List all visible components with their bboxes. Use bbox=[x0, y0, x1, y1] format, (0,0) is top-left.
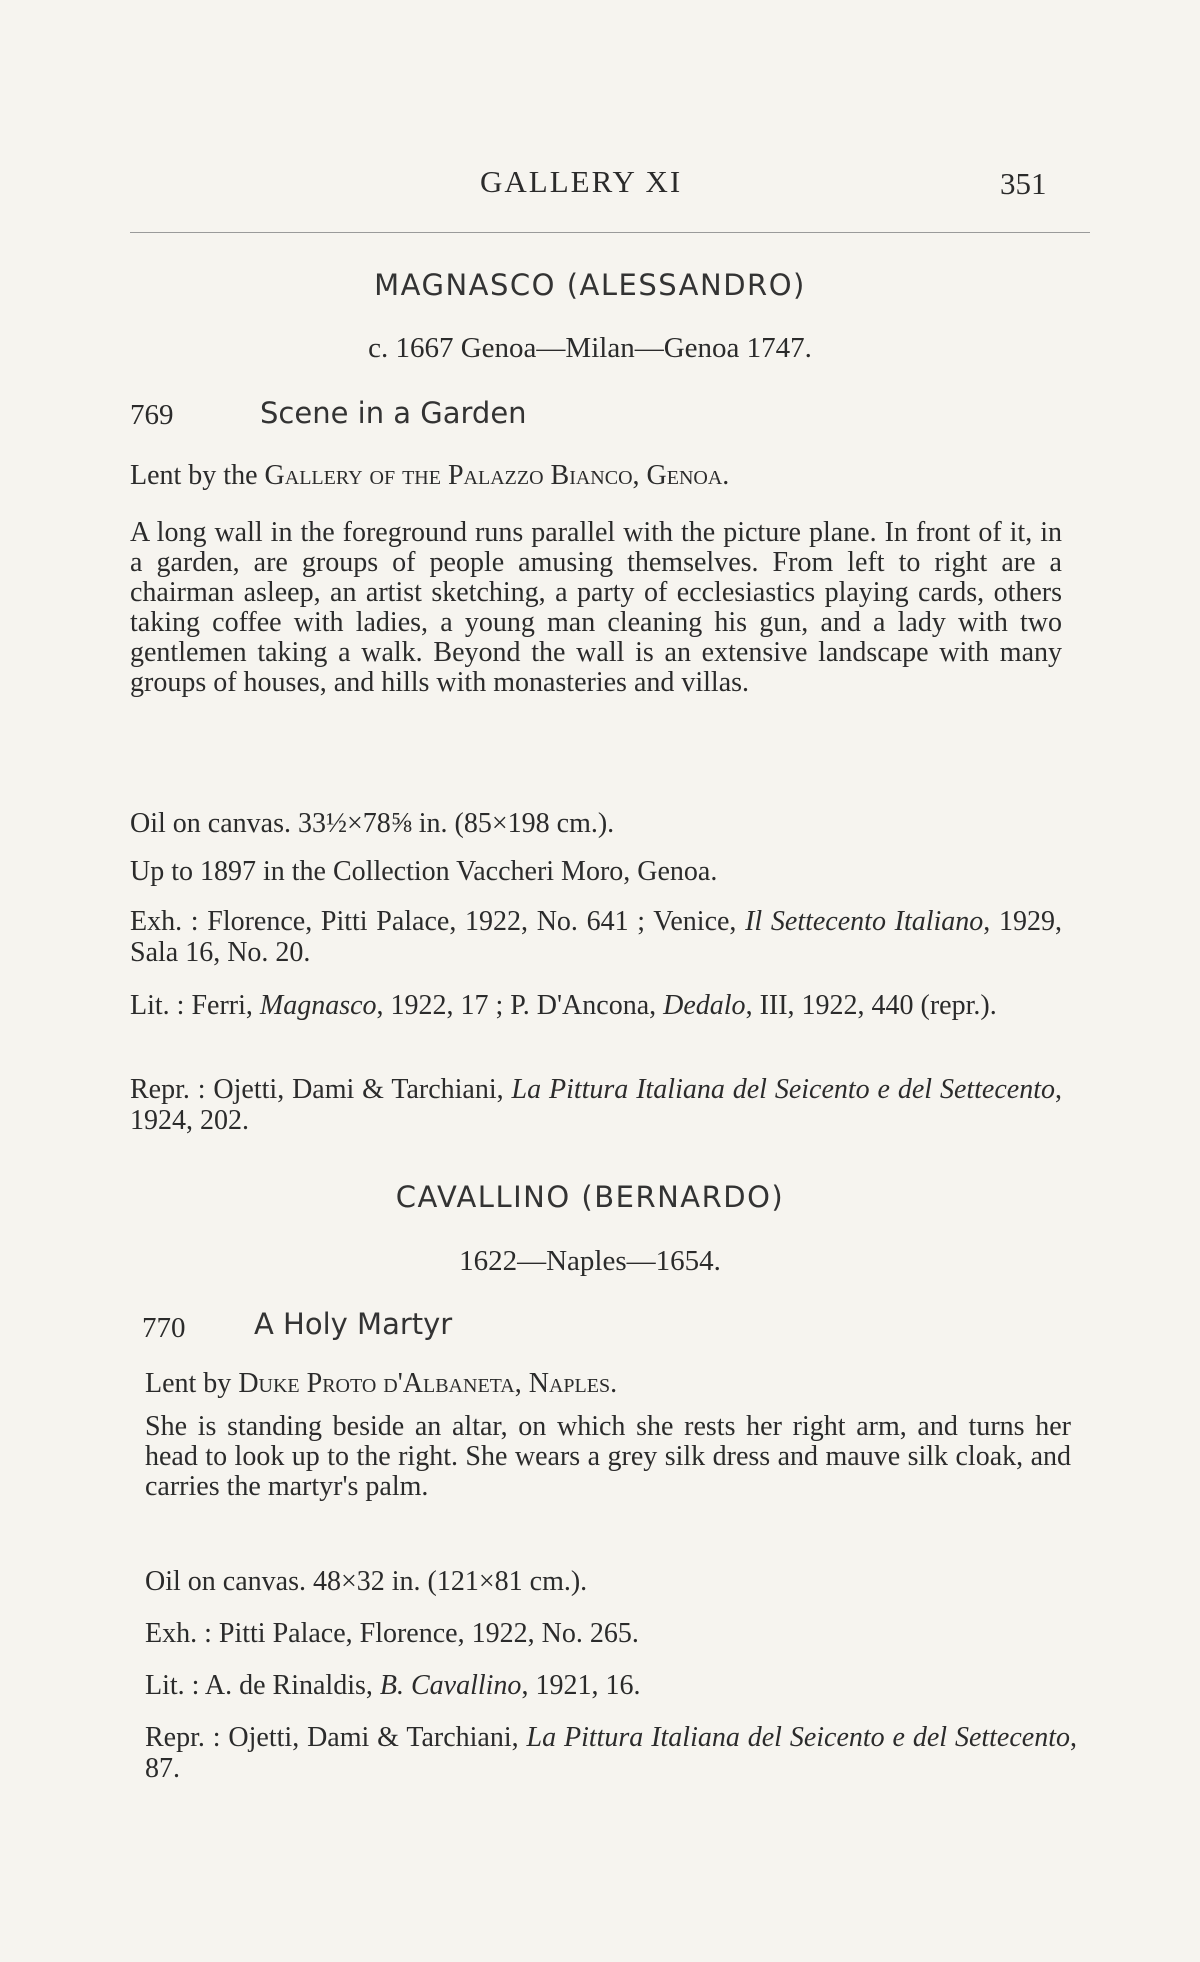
lender-line bbox=[130, 460, 729, 492]
lender-prefix: Lent by the bbox=[130, 460, 265, 491]
artist-heading: MAGNASCO (ALESSANDRO) bbox=[374, 268, 806, 302]
literature-details-2: , III, 1922, 440 (repr.). bbox=[745, 990, 997, 1021]
entry-description: She is standing beside an altar, on which she rests her right arm, and turns her head to look up to the right. She wears a grey silk dress and mauve silk cloak, and carries the martyr's palm. bbox=[145, 1411, 1071, 1502]
lender-name: Duke Proto d'Albaneta, Naples. bbox=[238, 1368, 618, 1399]
reproduction-title: La Pittura Italiana del Seicento e del Settecento bbox=[526, 1722, 1070, 1753]
medium-line: Oil on canvas. 33½×78⅝ in. (85×198 cm.). bbox=[130, 808, 615, 839]
reproduction-text: Repr. : Ojetti, Dami & Tarchiani, bbox=[130, 1074, 512, 1105]
artist-dates: c. 1667 Genoa—Milan—Genoa 1747. bbox=[368, 332, 812, 364]
literature-title: B. Cavallino bbox=[379, 1670, 522, 1701]
reproduction-title: La Pittura Italiana del Seicento e del Settecento bbox=[511, 1074, 1055, 1105]
header-rule bbox=[130, 232, 1090, 233]
entry-number: 770 bbox=[142, 1312, 186, 1344]
literature-details: , 1921, 16. bbox=[521, 1670, 641, 1701]
literature-journal: Dedalo bbox=[663, 990, 746, 1021]
artist-dates: 1622—Naples—1654. bbox=[459, 1245, 721, 1277]
literature-title: Magnasco bbox=[259, 990, 377, 1021]
exhibition-line: Exh. : Pitti Palace, Florence, 1922, No. 265. bbox=[145, 1618, 639, 1649]
reproduction-details: , 1924, 202. bbox=[130, 1074, 1062, 1136]
literature-text: Lit. : Ferri, bbox=[130, 990, 260, 1021]
reproduction-line bbox=[130, 1074, 1062, 1136]
running-title: GALLERY XI bbox=[480, 164, 683, 199]
literature-line bbox=[145, 1670, 640, 1702]
entry-number: 769 bbox=[130, 399, 174, 431]
literature-text: Lit. : A. de Rinaldis, bbox=[145, 1670, 380, 1701]
literature-line bbox=[130, 990, 1062, 1021]
reproduction-details: , 87. bbox=[145, 1722, 1077, 1784]
lender-line bbox=[145, 1368, 617, 1400]
entry-description: A long wall in the foreground runs parallel with the picture plane. In front of it, in a garden, are groups of people amusing themselves. From left to right are a chairman asleep, an artist sketching, a party of ecclesiastics playing cards, others taking coffee with ladies, a young man cleaning his gun, and a lady with two gentlemen taking a walk. Beyond the wall is an extensive landscape with many groups of houses, and hills with monasteries and villas. bbox=[130, 517, 1062, 698]
lender-prefix: Lent by bbox=[145, 1368, 239, 1399]
exhibition-text: Exh. : Florence, Pitti Palace, 1922, No. 641 ; Venice, bbox=[130, 906, 746, 937]
exhibition-details: , 1929, Sala 16, No. 20. bbox=[130, 906, 1062, 968]
exhibition-line bbox=[130, 906, 1062, 968]
entry-title: Scene in a Garden bbox=[260, 396, 527, 430]
reproduction-text: Repr. : Ojetti, Dami & Tarchiani, bbox=[145, 1722, 527, 1753]
artist-heading: CAVALLINO (BERNARDO) bbox=[395, 1180, 785, 1214]
entry-title: A Holy Martyr bbox=[254, 1307, 453, 1341]
exhibition-title: Il Settecento Italiano bbox=[745, 906, 984, 937]
page-number: 351 bbox=[1000, 166, 1047, 201]
lender-name: Gallery of the Palazzo Bianco, Genoa. bbox=[264, 460, 730, 491]
provenance-line: Up to 1897 in the Collection Vaccheri Moro, Genoa. bbox=[130, 856, 718, 887]
reproduction-line bbox=[145, 1722, 1077, 1784]
literature-details: , 1922, 17 ; P. D'Ancona, bbox=[376, 990, 664, 1021]
medium-line: Oil on canvas. 48×32 in. (121×81 cm.). bbox=[145, 1566, 588, 1597]
